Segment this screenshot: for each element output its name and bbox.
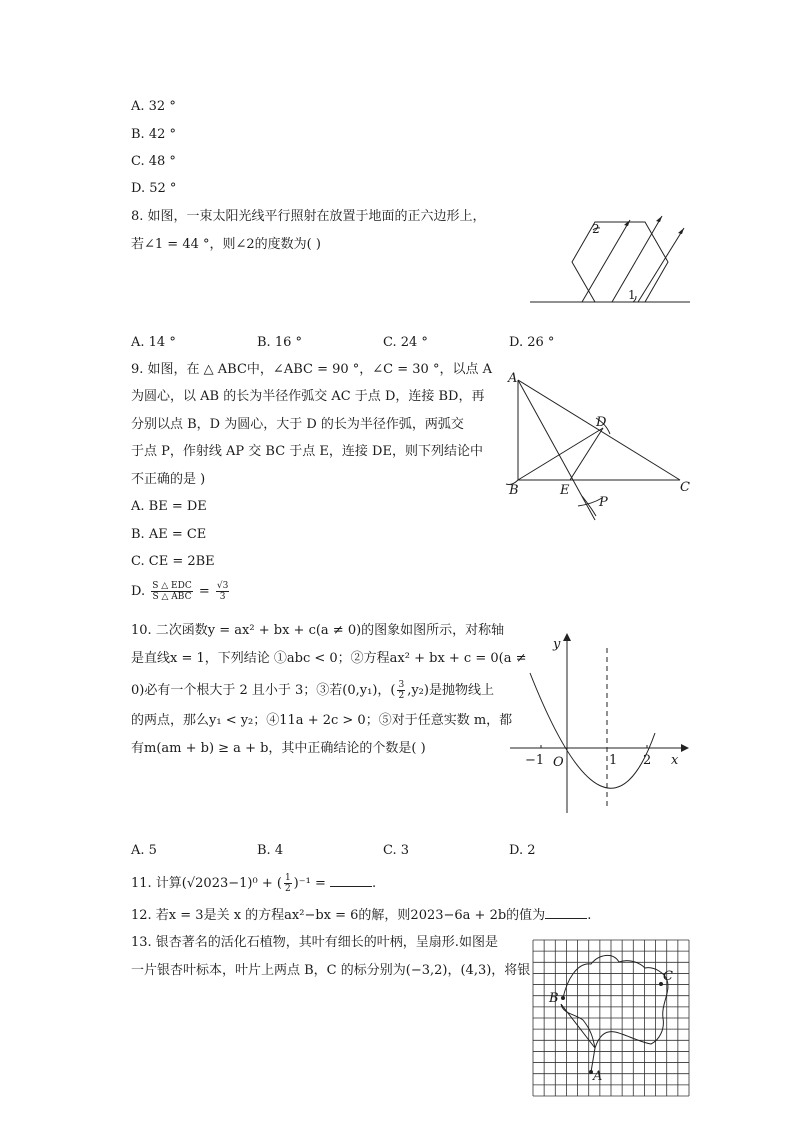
q11-stem	[131, 873, 376, 894]
q8-angle2-label: 2	[592, 222, 600, 236]
q7-option-b: B. 42 °	[131, 127, 176, 142]
q11-fraction-num: 1	[284, 873, 291, 883]
q9-label-p: P	[599, 495, 608, 510]
q13-label-b: B	[549, 991, 559, 1006]
q10-option-b: B. 4	[257, 843, 284, 858]
q8-stem-line1: 8. 如图，一束太阳光线平行照射在放置于地面的正六边形上，	[131, 209, 486, 224]
q9-stem-line1: 9. 如图，在 △ ABC中，∠ABC = 90 °，∠C = 30 °，以点 A	[131, 362, 492, 377]
q8-option-d: D. 26 °	[509, 335, 555, 350]
q9-option-d-prefix: D.	[131, 584, 146, 599]
q9-option-d-area-ratio	[151, 581, 192, 602]
q9-label-c: C	[680, 480, 690, 495]
q9-option-c: C. CE = 2BE	[131, 554, 215, 569]
q12-end: .	[587, 908, 592, 923]
q10-stem-line5: 有m(am + b) ≥ a + b，其中正确结论的个数是( )	[131, 741, 426, 756]
q8-angle1-label: 1	[628, 288, 636, 302]
q10-axis-y-label: y	[553, 637, 561, 652]
q12-stem	[131, 906, 591, 925]
q10-figure-parabola	[505, 628, 695, 818]
q10-axis-x-label: x	[671, 753, 679, 768]
q11-stem-pre: 11. 计算(√2023−1)⁰ + (	[131, 876, 282, 891]
q7-option-a: A. 32 °	[131, 99, 176, 114]
q10-option-a: A. 5	[131, 843, 157, 858]
q10-stem-line3-a: 0)必有一个根大于 2 且小于 3；③若(0,y₁)，(	[131, 683, 396, 698]
q10-stem-line3-b: ,y₂)是抛物线上	[407, 683, 494, 698]
q9-stem-line5: 不正确的是 )	[131, 472, 206, 487]
q8-option-a: A. 14 °	[131, 335, 176, 350]
q10-fraction-den: 2	[398, 691, 405, 701]
q11-end: .	[371, 876, 377, 891]
q9-label-e: E	[560, 483, 570, 498]
q9-stem-line3: 分别以点 B，D 为圆心，大于 D 的长为半径作弧，两弧交	[131, 417, 464, 432]
q13-stem-line2: 一片银杏叶标本，叶片上两点 B，C 的标分别为(−3,2)，(4,3)，将银	[131, 963, 531, 978]
q9-stem-line2: 为圆心，以 AB 的长为半径作弧交 AC 于点 D，连接 BD，再	[131, 389, 485, 404]
q11-fraction-den: 2	[284, 884, 291, 894]
q10-stem-fraction	[397, 680, 405, 701]
q7-option-c: C. 48 °	[131, 154, 176, 169]
q12-answer-blank[interactable]	[545, 906, 587, 919]
q11-answer-blank[interactable]	[330, 874, 372, 887]
q9-option-d	[131, 581, 231, 602]
q8-stem-line2: 若∠1 = 44 °，则∠2的度数为( )	[131, 237, 321, 252]
q10-option-c: C. 3	[383, 843, 410, 858]
q9-figure-triangle	[500, 360, 700, 535]
q9-option-d-denominator: S △ ABC	[152, 592, 192, 602]
q8-figure-hexagon	[520, 210, 695, 310]
q10-fraction-num: 3	[398, 680, 405, 690]
q9-option-d-value-num: √3	[216, 581, 229, 591]
q9-option-b: B. AE = CE	[131, 527, 207, 542]
q11-stem-post: )⁻¹ =	[293, 876, 326, 891]
q10-stem-line3	[131, 680, 494, 701]
q13-label-a: A	[593, 1069, 603, 1084]
q9-label-a: A	[508, 371, 518, 386]
q9-label-d: D	[596, 415, 607, 430]
q9-option-d-value	[216, 581, 229, 602]
q8-option-b: B. 16 °	[257, 335, 302, 350]
q13-figure-ginkgo-grid	[533, 940, 689, 1096]
q9-option-d-numerator: S △ EDC	[152, 581, 192, 591]
q9-option-d-value-den: 3	[219, 592, 226, 602]
q11-fraction	[284, 873, 292, 894]
q9-option-d-equals: =	[198, 584, 210, 599]
q10-tick-minus1: −1	[525, 753, 545, 768]
q9-label-b: B	[509, 483, 519, 498]
q10-option-d: D. 2	[509, 843, 536, 858]
q13-label-c: C	[663, 969, 673, 984]
q13-stem-line1: 13. 银杏著名的活化石植物，其叶有细长的叶柄，呈扇形.如图是	[131, 935, 498, 950]
q8-option-c: C. 24 °	[383, 335, 428, 350]
q10-tick-1: 1	[609, 753, 618, 768]
q9-option-a: A. BE = DE	[131, 499, 207, 514]
q10-stem-line2: 是直线x = 1，下列结论 ①abc < 0；②方程ax² + bx + c = 0(a ≠	[131, 651, 527, 666]
q10-stem-line1: 10. 二次函数y = ax² + bx + c(a ≠ 0)的图象如图所示，对称轴	[131, 623, 505, 638]
q12-stem-text: 12. 若x = 3是关 x 的方程ax²−bx = 6的解，则2023−6a + 2b的值为	[131, 908, 546, 923]
q7-option-d: D. 52 °	[131, 181, 177, 196]
q10-origin-label: O	[553, 755, 564, 770]
q10-stem-line4: 的两点，那么y₁ < y₂；④11a + 2c > 0；⑤对于任意实数 m，都	[131, 713, 513, 728]
q10-tick-2: 2	[643, 753, 652, 768]
q9-stem-line4: 于点 P，作射线 AP 交 BC 于点 E，连接 DE，则下列结论中	[131, 444, 483, 459]
